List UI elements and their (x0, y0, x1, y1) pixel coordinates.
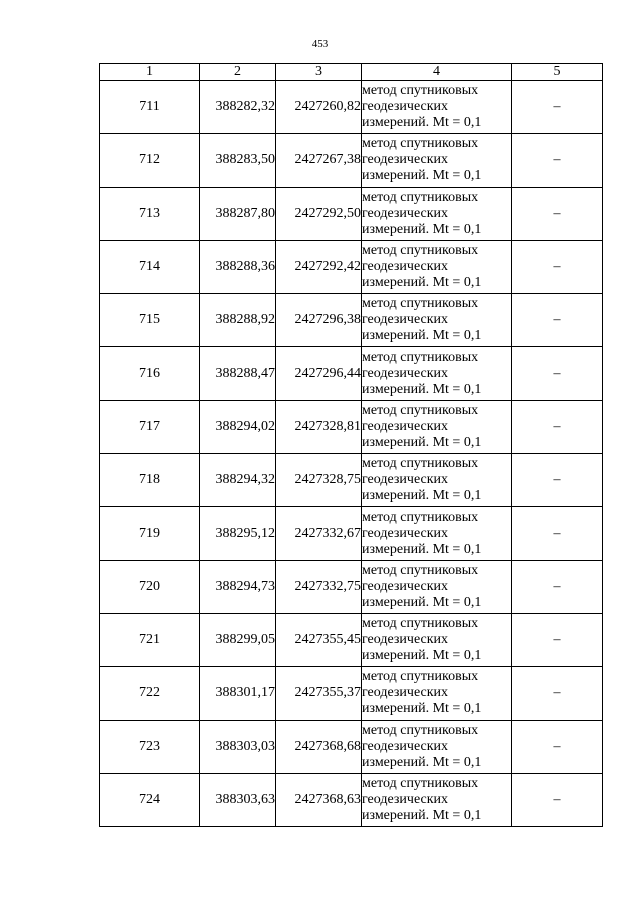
point-number-cell: 720 (100, 560, 200, 613)
point-number-cell: 714 (100, 240, 200, 293)
table-row (100, 507, 603, 560)
x-coordinate-cell: 388288,47 (200, 347, 276, 400)
method-cell: метод спутниковых геодезических измерений. Mt = 0,1 (362, 294, 512, 347)
column-header: 4 (362, 64, 512, 81)
y-coordinate-cell: 2427355,45 (276, 613, 362, 666)
method-cell: метод спутниковых геодезических измерений. Mt = 0,1 (362, 560, 512, 613)
method-cell: метод спутниковых геодезических измерений. Mt = 0,1 (362, 400, 512, 453)
method-cell: метод спутниковых геодезических измерений. Mt = 0,1 (362, 187, 512, 240)
x-coordinate-cell: 388294,02 (200, 400, 276, 453)
method-cell: метод спутниковых геодезических измерений. Mt = 0,1 (362, 134, 512, 187)
note-cell: – (512, 613, 603, 666)
table-row (100, 134, 603, 187)
note-cell: – (512, 187, 603, 240)
note-cell: – (512, 507, 603, 560)
table-row (100, 613, 603, 666)
point-number-cell: 722 (100, 667, 200, 720)
x-coordinate-cell: 388294,73 (200, 560, 276, 613)
table-row (100, 773, 603, 826)
table-body (100, 81, 603, 827)
point-number-cell: 724 (100, 773, 200, 826)
note-cell: – (512, 294, 603, 347)
y-coordinate-cell: 2427332,67 (276, 507, 362, 560)
method-cell: метод спутниковых геодезических измерений. Mt = 0,1 (362, 454, 512, 507)
table-row (100, 720, 603, 773)
method-cell: метод спутниковых геодезических измерений. Mt = 0,1 (362, 347, 512, 400)
point-number-cell: 715 (100, 294, 200, 347)
x-coordinate-cell: 388303,63 (200, 773, 276, 826)
table-row (100, 454, 603, 507)
note-cell: – (512, 400, 603, 453)
x-coordinate-cell: 388287,80 (200, 187, 276, 240)
table-row (100, 560, 603, 613)
point-number-cell: 712 (100, 134, 200, 187)
table-row (100, 81, 603, 134)
y-coordinate-cell: 2427296,38 (276, 294, 362, 347)
x-coordinate-cell: 388295,12 (200, 507, 276, 560)
header-row (100, 64, 603, 81)
method-cell: метод спутниковых геодезических измерений. Mt = 0,1 (362, 720, 512, 773)
point-number-cell: 719 (100, 507, 200, 560)
point-number-cell: 717 (100, 400, 200, 453)
y-coordinate-cell: 2427296,44 (276, 347, 362, 400)
coordinates-table (99, 63, 603, 827)
note-cell: – (512, 454, 603, 507)
y-coordinate-cell: 2427332,75 (276, 560, 362, 613)
table-row (100, 240, 603, 293)
x-coordinate-cell: 388288,36 (200, 240, 276, 293)
y-coordinate-cell: 2427292,50 (276, 187, 362, 240)
y-coordinate-cell: 2427292,42 (276, 240, 362, 293)
y-coordinate-cell: 2427355,37 (276, 667, 362, 720)
table-row (100, 667, 603, 720)
note-cell: – (512, 667, 603, 720)
column-header: 5 (512, 64, 603, 81)
method-cell: метод спутниковых геодезических измерений. Mt = 0,1 (362, 667, 512, 720)
point-number-cell: 723 (100, 720, 200, 773)
column-header: 3 (276, 64, 362, 81)
point-number-cell: 718 (100, 454, 200, 507)
note-cell: – (512, 773, 603, 826)
y-coordinate-cell: 2427368,68 (276, 720, 362, 773)
page-number: 453 (311, 38, 329, 50)
method-cell: метод спутниковых геодезических измерений. Mt = 0,1 (362, 613, 512, 666)
point-number-cell: 716 (100, 347, 200, 400)
y-coordinate-cell: 2427328,81 (276, 400, 362, 453)
x-coordinate-cell: 388288,92 (200, 294, 276, 347)
point-number-cell: 713 (100, 187, 200, 240)
x-coordinate-cell: 388299,05 (200, 613, 276, 666)
table-row (100, 347, 603, 400)
method-cell: метод спутниковых геодезических измерений. Mt = 0,1 (362, 81, 512, 134)
x-coordinate-cell: 388283,50 (200, 134, 276, 187)
x-coordinate-cell: 388294,32 (200, 454, 276, 507)
y-coordinate-cell: 2427260,82 (276, 81, 362, 134)
x-coordinate-cell: 388303,03 (200, 720, 276, 773)
note-cell: – (512, 240, 603, 293)
x-coordinate-cell: 388282,32 (200, 81, 276, 134)
table-row (100, 294, 603, 347)
point-number-cell: 711 (100, 81, 200, 134)
table-row (100, 187, 603, 240)
point-number-cell: 721 (100, 613, 200, 666)
note-cell: – (512, 347, 603, 400)
note-cell: – (512, 560, 603, 613)
note-cell: – (512, 720, 603, 773)
y-coordinate-cell: 2427368,63 (276, 773, 362, 826)
method-cell: метод спутниковых геодезических измерений. Mt = 0,1 (362, 507, 512, 560)
method-cell: метод спутниковых геодезических измерений. Mt = 0,1 (362, 773, 512, 826)
column-header: 2 (200, 64, 276, 81)
column-header: 1 (100, 64, 200, 81)
note-cell: – (512, 134, 603, 187)
x-coordinate-cell: 388301,17 (200, 667, 276, 720)
note-cell: – (512, 81, 603, 134)
table-row (100, 400, 603, 453)
method-cell: метод спутниковых геодезических измерений. Mt = 0,1 (362, 240, 512, 293)
y-coordinate-cell: 2427267,38 (276, 134, 362, 187)
y-coordinate-cell: 2427328,75 (276, 454, 362, 507)
